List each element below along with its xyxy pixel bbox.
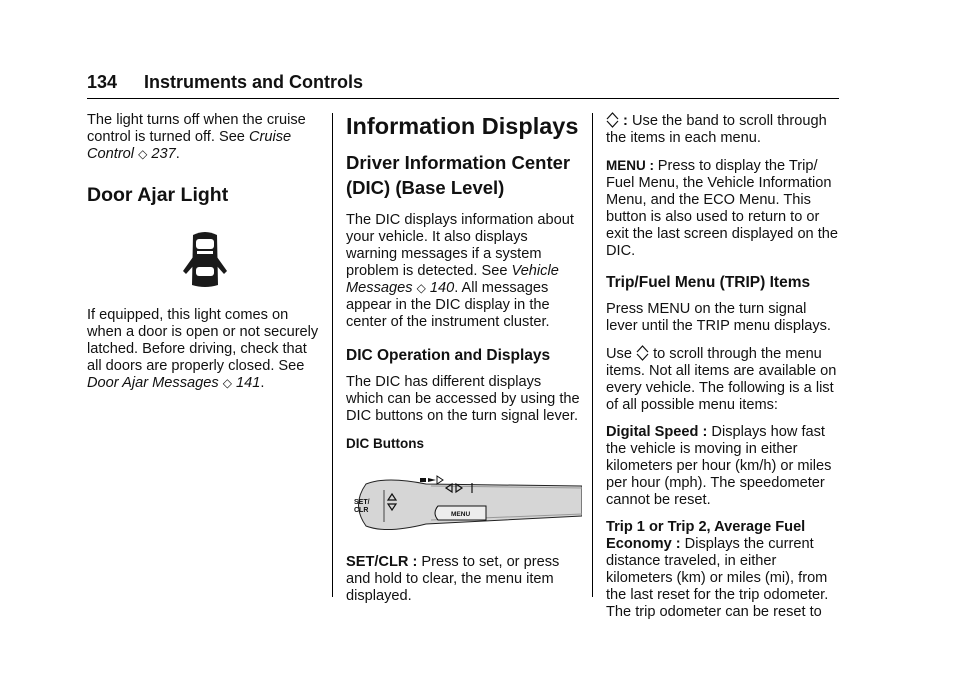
paragraph-scroll: : Use the band to scroll through the items in each menu. xyxy=(606,113,827,146)
page-ref: 237 xyxy=(151,146,176,162)
paragraph-door-ajar: If equipped, this light comes on when a door is open or not securely latched. Before driving, check that all doors are properly closed. See Door Ajar Messages ◇ 141. xyxy=(87,307,319,391)
link-door-ajar-messages[interactable]: Door Ajar Messages xyxy=(87,375,219,391)
column-right xyxy=(606,112,842,631)
ref-arrow-icon: ◇ xyxy=(138,147,148,161)
paragraph-use-scroll: Use to scroll through the menu items. Not all items are available on every vehicle. The following is a list of all possible menu items: xyxy=(606,346,837,413)
page-ref: 141 xyxy=(236,375,261,391)
heading-dic-operation: DIC Operation and Displays xyxy=(346,347,551,364)
lever-menu-button[interactable] xyxy=(435,506,486,520)
ref-arrow-icon: ◇ xyxy=(416,281,426,295)
paragraph-digital-speed: Digital Speed : Displays how fast the vehicle is moving in either kilometers per hour (km/h) or miles per hour (mph). The speedometer cannot be reset. xyxy=(606,424,832,508)
paragraph-trip-odometer: Trip 1 or Trip 2, Average Fuel Economy : Displays the current distance traveled, in either kilometers (km) or miles (mi), from the last reset for the trip odometer. The trip odometer can be reset to xyxy=(606,519,829,620)
paragraph-set-clr: SET/CLR : Press to set, or press and hold to clear, the menu item displayed. xyxy=(346,554,560,604)
paragraph-dic-operation: The DIC has different displays which can be accessed by using the DIC buttons on the turn signal lever. xyxy=(346,374,580,424)
door-ajar-icon xyxy=(87,231,323,291)
page-number: 134 xyxy=(87,72,118,92)
turn-signal-lever-figure xyxy=(346,474,582,536)
column-divider xyxy=(592,113,593,597)
heading-trip-fuel-menu: Trip/Fuel Menu (TRIP) Items xyxy=(606,274,811,291)
paragraph-dic-intro: The DIC displays information about your vehicle. It also displays warning messages if a system problem is detected. See Vehicle Messages ◇ 140. All messages appear in the DIC display in the center of the instrument cluster. xyxy=(346,212,574,330)
column-left xyxy=(87,112,323,402)
paragraph-trip-menu: Press MENU on the turn signal lever until the TRIP menu displays. xyxy=(606,301,831,334)
column-middle xyxy=(346,112,582,615)
heading-information-displays: Information Displays xyxy=(346,113,579,139)
ref-arrow-icon: ◇ xyxy=(222,376,232,390)
up-down-chevron-icon xyxy=(636,345,649,361)
page-header xyxy=(87,70,839,99)
lever-clr-label: CLR xyxy=(354,507,369,514)
paragraph-menu: MENU : Press to display the Trip/ Fuel Menu, the Vehicle Information Menu, and the ECO Menu. This button is also used to return to or exit the last screen displayed on the DIC. xyxy=(606,158,839,259)
link-cruise-control[interactable]: Cruise Control xyxy=(87,129,292,162)
page-ref: 140 xyxy=(429,280,455,296)
link-vehicle-messages[interactable]: Vehicle Messages xyxy=(346,263,559,296)
lever-set-label: SET/ xyxy=(354,499,370,506)
section-title: Instruments and Controls xyxy=(144,72,364,92)
up-down-chevron-icon xyxy=(606,112,619,128)
heading-dic-base: Driver Information Center (DIC) (Base Level) xyxy=(346,152,571,198)
lever-menu-label: MENU xyxy=(451,511,471,518)
heading-door-ajar: Door Ajar Light xyxy=(87,184,229,206)
column-divider xyxy=(332,113,333,597)
paragraph-cruise: The light turns off when the cruise control is turned off. See Cruise Control ◇ 237. xyxy=(87,112,306,162)
figure-label: DIC Buttons xyxy=(346,436,424,451)
